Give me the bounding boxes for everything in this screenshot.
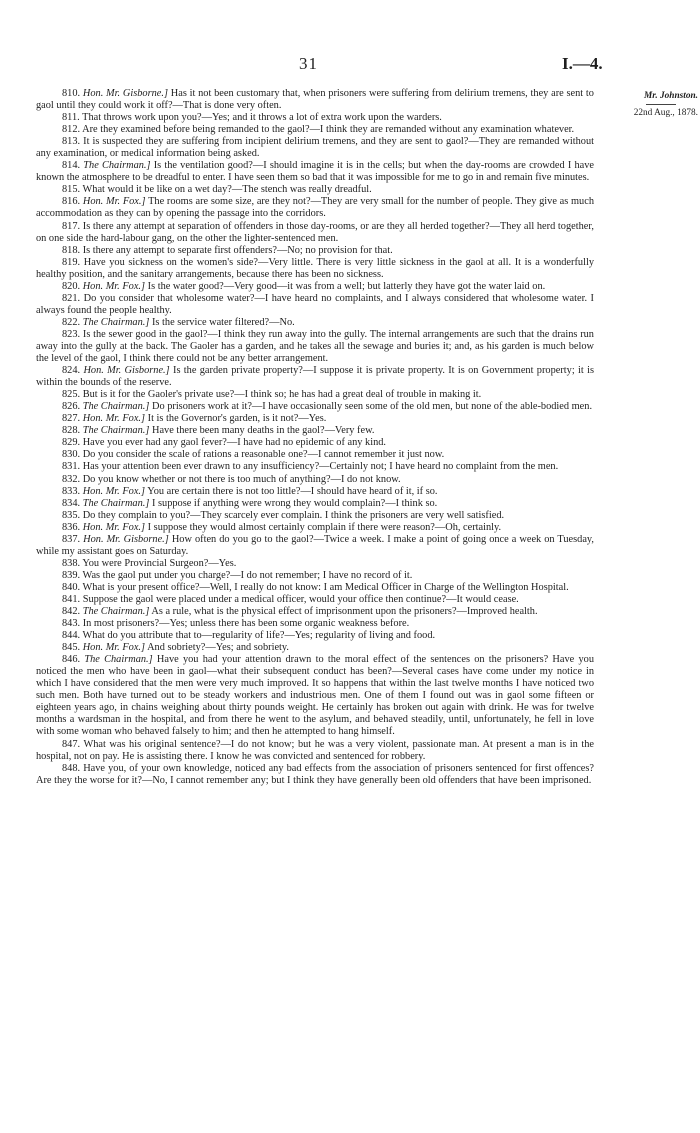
question-paragraph [36, 160, 594, 184]
question-paragraph [36, 449, 594, 461]
question-text: Have you, of your own knowledge, noticed any bad effects from the association of prisoners sentenced for first offences? Are they the worse for it?—No, I cannot remember any; but I think they have generally been old offenders that have been imprisoned. [36, 762, 594, 786]
question-text: I suppose they would almost certainly complain if there were reason?—Oh, certainly. [147, 521, 502, 533]
question-number: 841. [62, 593, 81, 605]
question-paragraph [36, 389, 594, 401]
question-text: Do you know whether or not there is too much of anything?—I do not know. [82, 473, 401, 485]
question-number: 823. [62, 328, 81, 340]
question-paragraph [36, 293, 594, 317]
question-paragraph [36, 425, 594, 437]
question-number: 834. [62, 497, 81, 509]
question-paragraph [36, 558, 594, 570]
question-paragraph [36, 136, 594, 160]
question-paragraph [36, 184, 594, 196]
question-paragraph [36, 317, 594, 329]
speaker: Hon. Mr. Fox.] [82, 485, 146, 497]
speaker: Hon. Mr. Gisborne.] [82, 88, 168, 99]
question-number: 822. [62, 316, 81, 328]
question-text: What do you attribute that to—regularity of life?—Yes; regularity of living and food. [82, 630, 436, 642]
question-text: Has your attention been ever drawn to any insufficiency?—Certainly not; I have heard no complaint from the men. [82, 461, 559, 473]
speaker: The Chairman.] [82, 606, 150, 618]
question-number: 838. [62, 557, 81, 569]
question-paragraph [36, 606, 594, 618]
speaker: The Chairman.] [82, 425, 150, 437]
question-number: 825. [62, 389, 81, 401]
question-number: 819. [62, 256, 81, 268]
question-paragraph [36, 88, 594, 112]
speaker: Hon. Mr. Gisborne.] [83, 365, 170, 377]
question-paragraph [36, 461, 594, 473]
question-text: How often do you go to the gaol?—Twice a week. I make a point of going once a week on Tuesday, while my assistant goes on Saturday. [36, 533, 595, 557]
question-paragraph [36, 570, 594, 582]
question-number: 835. [62, 509, 81, 521]
question-text: As a rule, what is the physical effect of imprisonment upon the prisoners?—Improved health. [151, 606, 538, 618]
question-paragraph [36, 401, 594, 413]
question-paragraph [36, 642, 594, 654]
question-text: What is your present office?—Well, I really do not know: I am Medical Officer in Charge of the Wellington Hospital. [82, 581, 569, 593]
question-paragraph [36, 281, 594, 293]
question-paragraph [36, 486, 594, 498]
speaker: Hon. Mr. Fox.] [82, 280, 146, 292]
question-number: 812. [62, 124, 81, 136]
question-text: Was the gaol put under you charge?—I do not remember; I have no record of it. [82, 569, 413, 581]
question-text: I suppose if anything were wrong they would complain?—I think so. [151, 497, 438, 509]
question-text: It is suspected they are suffering from incipient delirium tremens, and they are sent to gaol?—They are remanded without any examination, or medical information being asked. [36, 136, 594, 160]
speaker: The Chairman.] [82, 401, 150, 413]
question-paragraph [36, 654, 594, 738]
speaker: The Chairman.] [82, 497, 150, 509]
speaker: The Chairman.] [82, 316, 150, 328]
question-paragraph [36, 329, 594, 365]
question-text: And sobriety?—Yes; and sobriety. [147, 642, 290, 654]
speaker: Hon. Mr. Gisborne.] [83, 533, 169, 545]
question-paragraph [36, 221, 594, 245]
question-number: 826. [62, 401, 81, 413]
question-paragraph [36, 124, 594, 136]
question-number: 827. [62, 413, 81, 425]
sidenote-witness: Mr. Johnston. [643, 91, 698, 101]
question-paragraph [36, 763, 594, 787]
question-paragraph [36, 474, 594, 486]
question-number: 842. [62, 606, 81, 618]
question-number: 810. [62, 88, 81, 99]
question-number: 820. [62, 280, 81, 292]
question-paragraph [36, 630, 594, 642]
question-number: 824. [62, 365, 81, 377]
question-number: 831. [62, 461, 81, 473]
question-paragraph [36, 534, 594, 558]
speaker: Hon. Mr. Fox.] [82, 413, 146, 425]
sidenote-date: 22nd Aug., 1878. [633, 108, 698, 118]
question-paragraph [36, 245, 594, 257]
question-number: 836. [62, 521, 81, 533]
question-number: 818. [62, 244, 81, 256]
question-text: Do prisoners work at it?—I have occasionally seen some of the old men, but none of the able-bodied men. [151, 401, 593, 413]
question-text: You are certain there is not too little?—I should have heard of it, if so. [147, 485, 438, 497]
question-number: 839. [62, 569, 81, 581]
question-text: Do they complain to you?—They scarcely ever complain. I think the prisoners are very well satisfied. [82, 509, 505, 521]
question-number: 840. [62, 581, 81, 593]
speaker: Hon. Mr. Fox.] [82, 642, 146, 654]
question-number: 817. [62, 220, 81, 232]
question-paragraph [36, 510, 594, 522]
question-number: 847. [62, 738, 81, 750]
question-number: 843. [62, 618, 81, 630]
question-text: The rooms are some size, are they not?—They are very small for the number of people. They give as much accommodation as they can by opening the passage into the corridors. [36, 196, 594, 220]
question-text: Is the garden private property?—I suppose it is private property. It is on Government property; it is within the bounds of the reserve. [36, 365, 594, 389]
question-text: What would it be like on a wet day?—The stench was really dreadful. [82, 184, 372, 196]
question-number: 845. [62, 642, 81, 654]
question-text: What was his original sentence?—I do not know; but he was a very violent, passionate man. At present a man is in the hospital, not on pay. He is assisting there. I know he was convicted and sentenced for robbery. [36, 738, 594, 762]
sidenote [596, 90, 700, 119]
speaker: The Chairman.] [83, 160, 151, 172]
question-text: Is the ventilation good?—I should imagine it is in the cells; but when the day-rooms are crowded I have known the atmosphere to be dreadful to enter. I have seen them so bad that it was impossible for me to go in and remain five minutes. [36, 160, 594, 184]
question-text: Is there any attempt at separation of offenders in those day-rooms, or are they all herded together?—They all herd together, on one side the hard-labour gang, on the other the lighter-sentenced men. [36, 220, 594, 244]
question-text: You were Provincial Surgeon?—Yes. [82, 557, 237, 569]
question-number: 829. [62, 437, 81, 449]
question-paragraph [36, 112, 594, 124]
sidenote-rule [646, 104, 676, 105]
question-paragraph [36, 257, 594, 281]
question-text: Have you had your attention drawn to the moral effect of the sentences on the prisoners? Have you noticed the men who have been in gaol—what their subsequent conduct has been?—Several cases have come under my notice in which I have considered that the men were very much improved. It so happens that within the last twelve months I have noticed two such men. Both have turned out to be steady workers and industrious men. One of them I found out was in gaol some fifteen or eighteen years ago, in chains weighing about thirty pounds weight. He certainly has broken out again with drink. He was for twelve months a wardsman in the hospital, and from there he went to the asylum, and behaved steadily, until, unfortunately, he fell in love with some woman who behaved falsely to him; and then he attempted to hang himself. [36, 654, 594, 738]
question-number: 833. [62, 485, 81, 497]
question-text: Is the service water filtered?—No. [151, 316, 295, 328]
question-number: 846. [62, 654, 81, 666]
question-text: Have there been many deaths in the gaol?—Very few. [151, 425, 375, 437]
question-text: It is the Governor's garden, is it not?—Yes. [147, 413, 327, 425]
question-paragraph [36, 522, 594, 534]
question-number: 814. [62, 160, 81, 172]
speaker: Hon. Mr. Fox.] [82, 521, 146, 533]
question-paragraph [36, 739, 594, 763]
question-number: 844. [62, 630, 81, 642]
question-text: Is the sewer good in the gaol?—I think they run away into the gully. The internal arrangements are such that the drains run away into the gully at the back. The Gaoler has a garden, and he takes all the sewage and buries it; and, as his garden is much below the level of the gaol, I think there could not be any better arrangement. [36, 328, 594, 365]
question-number: 832. [62, 473, 81, 485]
question-number: 848. [62, 762, 81, 774]
testimony-body [36, 88, 594, 787]
question-number: 828. [62, 425, 81, 437]
question-text: Has it not been customary that, when prisoners were suffering from delirium tremens, they are sent to gaol until they could work it off?—That is done very often. [36, 88, 594, 112]
page-reference: I.—4. [562, 54, 603, 73]
question-text: Are they examined before being remanded to the gaol?—I think they are remanded without any examination whatever. [82, 124, 575, 136]
question-text: Have you ever had any gaol fever?—I have had no epidemic of any kind. [82, 437, 387, 449]
question-text: In most prisoners?—Yes; unless there has been some organic weakness before. [82, 618, 410, 630]
question-text: Suppose the gaol were placed under a medical officer, would your office then continue?—It would cease. [82, 593, 519, 605]
question-number: 830. [62, 449, 81, 461]
question-paragraph [36, 413, 594, 425]
question-text: Do you consider the scale of rations a reasonable one?—I cannot remember it just now. [82, 449, 445, 461]
question-text: That throws work upon you?—Yes; and it throws a lot of extra work upon the warders. [82, 112, 442, 124]
question-number: 815. [62, 184, 81, 196]
question-paragraph [36, 582, 594, 594]
question-paragraph [36, 437, 594, 449]
question-text: Do you consider that wholesome water?—I have heard no complaints, and I always considered that wholesome water. I always found the people healthy. [36, 292, 594, 316]
question-text: But is it for the Gaoler's private use?—I think so; he has had a great deal of trouble in making it. [82, 389, 482, 401]
question-paragraph [36, 618, 594, 630]
question-paragraph [36, 594, 594, 606]
question-number: 811. [62, 112, 80, 124]
question-number: 837. [62, 533, 81, 545]
speaker: Hon. Mr. Fox.] [82, 196, 146, 208]
page-number: 31 [299, 54, 318, 73]
question-paragraph [36, 196, 594, 220]
question-number: 821. [62, 292, 81, 304]
speaker: The Chairman.] [84, 654, 153, 666]
question-number: 816. [62, 196, 81, 208]
question-text: Is there any attempt to separate first offenders?—No; no provision for that. [82, 244, 393, 256]
question-text: Have you sickness on the women's side?—Very little. There is very little sickness in the gaol at all. It is a wonderfully healthy position, and the sanitary arrangements, because there has been no sickness. [36, 256, 594, 280]
question-number: 813. [62, 136, 81, 148]
question-text: Is the water good?—Very good—it was from a well; but latterly they have got the water laid on. [147, 280, 546, 292]
question-paragraph [36, 365, 594, 389]
question-paragraph [36, 498, 594, 510]
